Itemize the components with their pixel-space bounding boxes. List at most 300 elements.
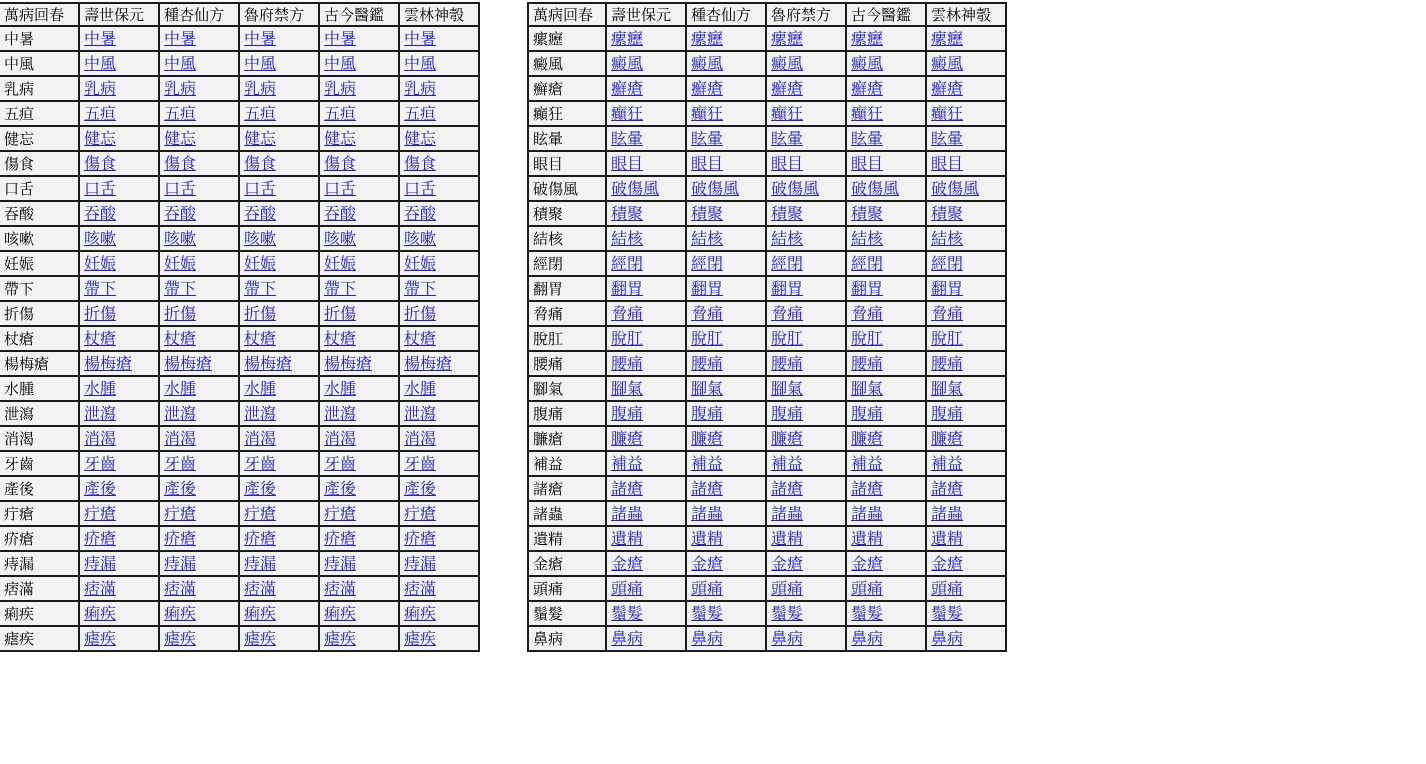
disease-link[interactable]: 鬚髮	[611, 604, 644, 623]
disease-link[interactable]: 結核	[611, 229, 644, 248]
disease-link[interactable]: 金瘡	[611, 554, 644, 573]
disease-link[interactable]: 消渴	[244, 429, 277, 448]
disease-link[interactable]: 經閉	[691, 254, 724, 273]
disease-link[interactable]: 破傷風	[611, 179, 660, 198]
disease-link[interactable]: 口舌	[84, 179, 117, 198]
disease-link[interactable]: 金瘡	[931, 554, 964, 573]
disease-link[interactable]: 痢疾	[84, 604, 117, 623]
disease-link[interactable]: 破傷風	[691, 179, 740, 198]
disease-link[interactable]: 咳嗽	[324, 229, 357, 248]
disease-link[interactable]: 妊娠	[164, 254, 197, 273]
disease-link[interactable]: 腹痛	[691, 404, 724, 423]
disease-link[interactable]: 補益	[931, 454, 964, 473]
table-cell	[927, 177, 1007, 202]
table-cell	[927, 277, 1007, 302]
disease-link[interactable]: 水腫	[404, 379, 437, 398]
disease-link[interactable]: 瘰癧	[851, 29, 884, 48]
disease-link[interactable]: 痔漏	[244, 554, 277, 573]
disease-link[interactable]: 痢疾	[164, 604, 197, 623]
disease-link[interactable]: 中暑	[244, 29, 277, 48]
disease-link[interactable]: 折傷	[324, 304, 357, 323]
table-cell	[607, 252, 687, 277]
disease-link[interactable]: 癬瘡	[611, 79, 644, 98]
disease-link[interactable]: 五疸	[164, 104, 197, 123]
disease-link[interactable]: 產後	[84, 479, 117, 498]
disease-link[interactable]: 鼻病	[771, 629, 804, 648]
disease-link[interactable]: 脫肛	[851, 329, 884, 348]
disease-link[interactable]: 傷食	[404, 154, 437, 173]
disease-link[interactable]: 腰痛	[691, 354, 724, 373]
disease-link[interactable]: 結核	[691, 229, 724, 248]
disease-link[interactable]: 脅痛	[691, 304, 724, 323]
disease-link[interactable]: 泄瀉	[244, 404, 277, 423]
disease-link[interactable]: 眼目	[851, 154, 884, 173]
disease-link[interactable]: 脅痛	[611, 304, 644, 323]
disease-link[interactable]: 產後	[164, 479, 197, 498]
disease-link[interactable]: 翻胃	[611, 279, 644, 298]
disease-link[interactable]: 痞滿	[164, 579, 197, 598]
disease-link[interactable]: 頭痛	[931, 579, 964, 598]
disease-link[interactable]: 眩暈	[851, 129, 884, 148]
disease-link[interactable]: 癜風	[691, 54, 724, 73]
disease-link[interactable]: 牙齒	[244, 454, 277, 473]
disease-link[interactable]: 諸蟲	[611, 504, 644, 523]
disease-link[interactable]: 經閉	[931, 254, 964, 273]
disease-link[interactable]: 頭痛	[691, 579, 724, 598]
table-cell	[607, 552, 687, 577]
disease-link[interactable]: 癜風	[931, 54, 964, 73]
disease-link[interactable]: 中暑	[404, 29, 437, 48]
table-cell	[80, 577, 160, 602]
disease-link[interactable]: 眩暈	[691, 129, 724, 148]
disease-link[interactable]: 痞滿	[324, 579, 357, 598]
disease-link[interactable]: 疥瘡	[244, 529, 277, 548]
disease-link[interactable]: 脫肛	[771, 329, 804, 348]
disease-link[interactable]: 鼻病	[611, 629, 644, 648]
disease-link[interactable]: 楊梅瘡	[244, 354, 293, 373]
disease-link[interactable]: 癲狂	[931, 104, 964, 123]
disease-link[interactable]: 金瘡	[691, 554, 724, 573]
disease-link[interactable]: 泄瀉	[164, 404, 197, 423]
disease-link[interactable]: 瘰癧	[611, 29, 644, 48]
disease-link[interactable]: 折傷	[404, 304, 437, 323]
disease-link[interactable]: 結核	[771, 229, 804, 248]
disease-link[interactable]: 口舌	[244, 179, 277, 198]
disease-link[interactable]: 折傷	[84, 304, 117, 323]
table-cell	[160, 402, 240, 427]
disease-link[interactable]: 腹痛	[931, 404, 964, 423]
table-cell	[400, 177, 480, 202]
disease-link[interactable]: 臁瘡	[771, 429, 804, 448]
disease-link[interactable]: 痢疾	[244, 604, 277, 623]
disease-link[interactable]: 瘧疾	[404, 629, 437, 648]
disease-link[interactable]: 杖瘡	[164, 329, 197, 348]
disease-link[interactable]: 補益	[691, 454, 724, 473]
disease-link[interactable]: 中風	[84, 54, 117, 73]
disease-link[interactable]: 補益	[611, 454, 644, 473]
disease-link[interactable]: 鬚髮	[691, 604, 724, 623]
table-cell	[687, 152, 767, 177]
disease-link[interactable]: 積聚	[611, 204, 644, 223]
disease-link[interactable]: 乳病	[84, 79, 117, 98]
disease-label: 牙齒	[0, 452, 80, 477]
disease-link[interactable]: 疔瘡	[404, 504, 437, 523]
disease-link[interactable]: 杖瘡	[84, 329, 117, 348]
disease-link[interactable]: 頭痛	[851, 579, 884, 598]
table-cell	[160, 377, 240, 402]
disease-link[interactable]: 諸瘡	[851, 479, 884, 498]
disease-link[interactable]: 瘧疾	[244, 629, 277, 648]
disease-link[interactable]: 癲狂	[851, 104, 884, 123]
disease-link[interactable]: 諸瘡	[931, 479, 964, 498]
disease-link[interactable]: 消渴	[164, 429, 197, 448]
disease-link[interactable]: 折傷	[244, 304, 277, 323]
column-header: 古今醫鑑	[320, 2, 400, 27]
disease-link[interactable]: 遺精	[931, 529, 964, 548]
disease-link[interactable]: 腳氣	[691, 379, 724, 398]
table-cell	[80, 377, 160, 402]
disease-link[interactable]: 疔瘡	[244, 504, 277, 523]
disease-link[interactable]: 牙齒	[324, 454, 357, 473]
disease-link[interactable]: 帶下	[244, 279, 277, 298]
disease-link[interactable]: 癬瘡	[931, 79, 964, 98]
table-cell	[240, 77, 320, 102]
disease-link[interactable]: 疥瘡	[324, 529, 357, 548]
disease-link[interactable]: 五疸	[404, 104, 437, 123]
disease-link[interactable]: 結核	[851, 229, 884, 248]
disease-link[interactable]: 眩暈	[931, 129, 964, 148]
disease-link[interactable]: 杖瘡	[244, 329, 277, 348]
disease-link[interactable]: 金瘡	[771, 554, 804, 573]
disease-link[interactable]: 遺精	[771, 529, 804, 548]
disease-link[interactable]: 妊娠	[324, 254, 357, 273]
disease-link[interactable]: 牙齒	[164, 454, 197, 473]
table-cell	[607, 502, 687, 527]
disease-link[interactable]: 乳病	[164, 79, 197, 98]
disease-link[interactable]: 杖瘡	[324, 329, 357, 348]
disease-link[interactable]: 吞酸	[244, 204, 277, 223]
disease-link[interactable]: 傷食	[84, 154, 117, 173]
disease-link[interactable]: 痢疾	[404, 604, 437, 623]
disease-link[interactable]: 疔瘡	[324, 504, 357, 523]
disease-link[interactable]: 臁瘡	[931, 429, 964, 448]
disease-link[interactable]: 中暑	[164, 29, 197, 48]
disease-link[interactable]: 眩暈	[611, 129, 644, 148]
disease-link[interactable]: 健忘	[404, 129, 437, 148]
disease-link[interactable]: 水腫	[244, 379, 277, 398]
disease-link[interactable]: 癲狂	[611, 104, 644, 123]
disease-link[interactable]: 經閉	[771, 254, 804, 273]
disease-link[interactable]: 杖瘡	[404, 329, 437, 348]
disease-link[interactable]: 吞酸	[404, 204, 437, 223]
disease-link[interactable]: 腳氣	[931, 379, 964, 398]
table-cell	[607, 152, 687, 177]
table-cell	[240, 252, 320, 277]
column-header: 種杏仙方	[160, 2, 240, 27]
table-cell	[607, 377, 687, 402]
disease-label: 瘰癧	[527, 27, 607, 52]
disease-link[interactable]: 翻胃	[931, 279, 964, 298]
disease-link[interactable]: 產後	[324, 479, 357, 498]
disease-link[interactable]: 脅痛	[931, 304, 964, 323]
disease-link[interactable]: 眼目	[611, 154, 644, 173]
table-cell	[687, 252, 767, 277]
disease-link[interactable]: 補益	[771, 454, 804, 473]
disease-link[interactable]: 痞滿	[244, 579, 277, 598]
disease-link[interactable]: 腹痛	[611, 404, 644, 423]
disease-link[interactable]: 積聚	[771, 204, 804, 223]
disease-link[interactable]: 中風	[244, 54, 277, 73]
disease-link[interactable]: 帶下	[84, 279, 117, 298]
table-cell	[767, 527, 847, 552]
disease-link[interactable]: 五疸	[84, 104, 117, 123]
disease-link[interactable]: 結核	[931, 229, 964, 248]
disease-link[interactable]: 眼目	[931, 154, 964, 173]
disease-link[interactable]: 吞酸	[164, 204, 197, 223]
disease-link[interactable]: 金瘡	[851, 554, 884, 573]
table-cell	[767, 477, 847, 502]
disease-link[interactable]: 破傷風	[851, 179, 900, 198]
disease-link[interactable]: 遺精	[851, 529, 884, 548]
disease-link[interactable]: 疥瘡	[164, 529, 197, 548]
disease-link[interactable]: 脫肛	[691, 329, 724, 348]
table-cell	[240, 377, 320, 402]
disease-link[interactable]: 癬瘡	[771, 79, 804, 98]
disease-link[interactable]: 諸瘡	[771, 479, 804, 498]
disease-link[interactable]: 泄瀉	[404, 404, 437, 423]
disease-link[interactable]: 脫肛	[931, 329, 964, 348]
disease-link[interactable]: 痞滿	[404, 579, 437, 598]
table-cell	[927, 377, 1007, 402]
disease-link[interactable]: 瘧疾	[84, 629, 117, 648]
disease-link[interactable]: 頭痛	[611, 579, 644, 598]
disease-link[interactable]: 消渴	[324, 429, 357, 448]
disease-link[interactable]: 帶下	[164, 279, 197, 298]
disease-link[interactable]: 經閉	[611, 254, 644, 273]
disease-link[interactable]: 痢疾	[324, 604, 357, 623]
disease-link[interactable]: 中暑	[84, 29, 117, 48]
table-cell	[160, 127, 240, 152]
disease-label: 杖瘡	[0, 327, 80, 352]
table-cell	[687, 452, 767, 477]
disease-link[interactable]: 補益	[851, 454, 884, 473]
disease-link[interactable]: 楊梅瘡	[324, 354, 373, 373]
disease-link[interactable]: 痔漏	[404, 554, 437, 573]
disease-link[interactable]: 腰痛	[771, 354, 804, 373]
disease-link[interactable]: 牙齒	[84, 454, 117, 473]
disease-link[interactable]: 健忘	[324, 129, 357, 148]
disease-link[interactable]: 癜風	[851, 54, 884, 73]
disease-link[interactable]: 脅痛	[851, 304, 884, 323]
disease-link[interactable]: 眼目	[691, 154, 724, 173]
disease-link[interactable]: 傷食	[244, 154, 277, 173]
table-cell	[320, 602, 400, 627]
disease-link[interactable]: 癜風	[611, 54, 644, 73]
table-cell	[607, 102, 687, 127]
disease-link[interactable]: 積聚	[691, 204, 724, 223]
table-cell	[927, 427, 1007, 452]
disease-link[interactable]: 楊梅瘡	[164, 354, 213, 373]
table-cell	[607, 527, 687, 552]
disease-link[interactable]: 吞酸	[84, 204, 117, 223]
disease-link[interactable]: 消渴	[404, 429, 437, 448]
table-cell	[847, 527, 927, 552]
disease-link[interactable]: 五疸	[244, 104, 277, 123]
disease-link[interactable]: 破傷風	[931, 179, 980, 198]
disease-link[interactable]: 妊娠	[244, 254, 277, 273]
disease-link[interactable]: 乳病	[324, 79, 357, 98]
disease-link[interactable]: 健忘	[84, 129, 117, 148]
disease-link[interactable]: 癲狂	[691, 104, 724, 123]
disease-link[interactable]: 傷食	[324, 154, 357, 173]
disease-label: 諸蟲	[527, 502, 607, 527]
disease-link[interactable]: 乳病	[404, 79, 437, 98]
disease-link[interactable]: 癲狂	[771, 104, 804, 123]
disease-link[interactable]: 破傷風	[771, 179, 820, 198]
table-cell	[160, 452, 240, 477]
disease-link[interactable]: 產後	[404, 479, 437, 498]
disease-link[interactable]: 口舌	[164, 179, 197, 198]
disease-link[interactable]: 疥瘡	[84, 529, 117, 548]
disease-link[interactable]: 鬚髮	[931, 604, 964, 623]
disease-link[interactable]: 咳嗽	[404, 229, 437, 248]
table-cell	[240, 102, 320, 127]
disease-link[interactable]: 諸蟲	[691, 504, 724, 523]
table-cell	[400, 402, 480, 427]
disease-link[interactable]: 泄瀉	[324, 404, 357, 423]
disease-link[interactable]: 鼻病	[691, 629, 724, 648]
disease-label: 癜風	[527, 52, 607, 77]
table-cell	[80, 452, 160, 477]
disease-link[interactable]: 腳氣	[771, 379, 804, 398]
disease-link[interactable]: 瘰癧	[691, 29, 724, 48]
disease-link[interactable]: 癬瘡	[851, 79, 884, 98]
disease-link[interactable]: 癜風	[771, 54, 804, 73]
disease-link[interactable]: 癬瘡	[691, 79, 724, 98]
table-cell	[687, 352, 767, 377]
table-cell	[320, 502, 400, 527]
disease-link[interactable]: 臁瘡	[851, 429, 884, 448]
disease-link[interactable]: 咳嗽	[164, 229, 197, 248]
disease-link[interactable]: 鬚髮	[851, 604, 884, 623]
disease-link[interactable]: 瘰癧	[931, 29, 964, 48]
table-cell	[847, 27, 927, 52]
disease-link[interactable]: 口舌	[324, 179, 357, 198]
disease-link[interactable]: 腰痛	[931, 354, 964, 373]
table-cell	[320, 352, 400, 377]
disease-link[interactable]: 諸蟲	[851, 504, 884, 523]
disease-link[interactable]: 腳氣	[611, 379, 644, 398]
disease-link[interactable]: 諸蟲	[771, 504, 804, 523]
disease-link[interactable]: 腹痛	[771, 404, 804, 423]
table-cell	[607, 577, 687, 602]
disease-link[interactable]: 腰痛	[851, 354, 884, 373]
disease-link[interactable]: 翻胃	[771, 279, 804, 298]
disease-link[interactable]: 吞酸	[324, 204, 357, 223]
disease-link[interactable]: 瘰癧	[771, 29, 804, 48]
column-header: 魯府禁方	[240, 2, 320, 27]
disease-link[interactable]: 諸瘡	[691, 479, 724, 498]
disease-link[interactable]: 瘧疾	[164, 629, 197, 648]
disease-link[interactable]: 咳嗽	[244, 229, 277, 248]
disease-link[interactable]: 眩暈	[771, 129, 804, 148]
disease-link[interactable]: 帶下	[324, 279, 357, 298]
disease-link[interactable]: 翻胃	[691, 279, 724, 298]
table-cell	[607, 202, 687, 227]
disease-link[interactable]: 楊梅瘡	[404, 354, 453, 373]
disease-link[interactable]: 五疸	[324, 104, 357, 123]
disease-link[interactable]: 楊梅瘡	[84, 354, 133, 373]
disease-link[interactable]: 疔瘡	[84, 504, 117, 523]
disease-link[interactable]: 腰痛	[611, 354, 644, 373]
disease-link[interactable]: 眼目	[771, 154, 804, 173]
disease-link[interactable]: 水腫	[164, 379, 197, 398]
disease-link[interactable]: 翻胃	[851, 279, 884, 298]
disease-link[interactable]: 產後	[244, 479, 277, 498]
disease-link[interactable]: 臁瘡	[611, 429, 644, 448]
disease-link[interactable]: 腹痛	[851, 404, 884, 423]
disease-link[interactable]: 乳病	[244, 79, 277, 98]
disease-link[interactable]: 水腫	[324, 379, 357, 398]
disease-link[interactable]: 遺精	[691, 529, 724, 548]
disease-link[interactable]: 鬚髮	[771, 604, 804, 623]
disease-link[interactable]: 中風	[164, 54, 197, 73]
disease-link[interactable]: 臁瘡	[691, 429, 724, 448]
disease-link[interactable]: 經閉	[851, 254, 884, 273]
disease-link[interactable]: 瘧疾	[324, 629, 357, 648]
disease-link[interactable]: 咳嗽	[84, 229, 117, 248]
disease-link[interactable]: 諸瘡	[611, 479, 644, 498]
disease-link[interactable]: 痔漏	[324, 554, 357, 573]
disease-link[interactable]: 積聚	[851, 204, 884, 223]
disease-link[interactable]: 泄瀉	[84, 404, 117, 423]
disease-link[interactable]: 鼻病	[851, 629, 884, 648]
disease-link[interactable]: 帶下	[404, 279, 437, 298]
table-cell	[80, 152, 160, 177]
disease-link[interactable]: 折傷	[164, 304, 197, 323]
disease-link[interactable]: 中風	[324, 54, 357, 73]
disease-link[interactable]: 健忘	[164, 129, 197, 148]
disease-link[interactable]: 牙齒	[404, 454, 437, 473]
disease-link[interactable]: 痔漏	[84, 554, 117, 573]
disease-link[interactable]: 遺精	[611, 529, 644, 548]
disease-link[interactable]: 妊娠	[84, 254, 117, 273]
disease-link[interactable]: 痞滿	[84, 579, 117, 598]
disease-link[interactable]: 消渴	[84, 429, 117, 448]
disease-link[interactable]: 水腫	[84, 379, 117, 398]
disease-link[interactable]: 頭痛	[771, 579, 804, 598]
disease-link[interactable]: 痔漏	[164, 554, 197, 573]
disease-link[interactable]: 妊娠	[404, 254, 437, 273]
disease-label: 眩暈	[527, 127, 607, 152]
disease-link[interactable]: 腳氣	[851, 379, 884, 398]
disease-link[interactable]: 鼻病	[931, 629, 964, 648]
disease-link[interactable]: 諸蟲	[931, 504, 964, 523]
disease-link[interactable]: 口舌	[404, 179, 437, 198]
disease-link[interactable]: 疔瘡	[164, 504, 197, 523]
disease-link[interactable]: 積聚	[931, 204, 964, 223]
disease-link[interactable]: 健忘	[244, 129, 277, 148]
disease-link[interactable]: 傷食	[164, 154, 197, 173]
disease-link[interactable]: 中風	[404, 54, 437, 73]
disease-link[interactable]: 疥瘡	[404, 529, 437, 548]
disease-link[interactable]: 脫肛	[611, 329, 644, 348]
disease-label: 眼目	[527, 152, 607, 177]
disease-link[interactable]: 中暑	[324, 29, 357, 48]
table-cell	[400, 602, 480, 627]
table-cell	[847, 77, 927, 102]
disease-link[interactable]: 脅痛	[771, 304, 804, 323]
